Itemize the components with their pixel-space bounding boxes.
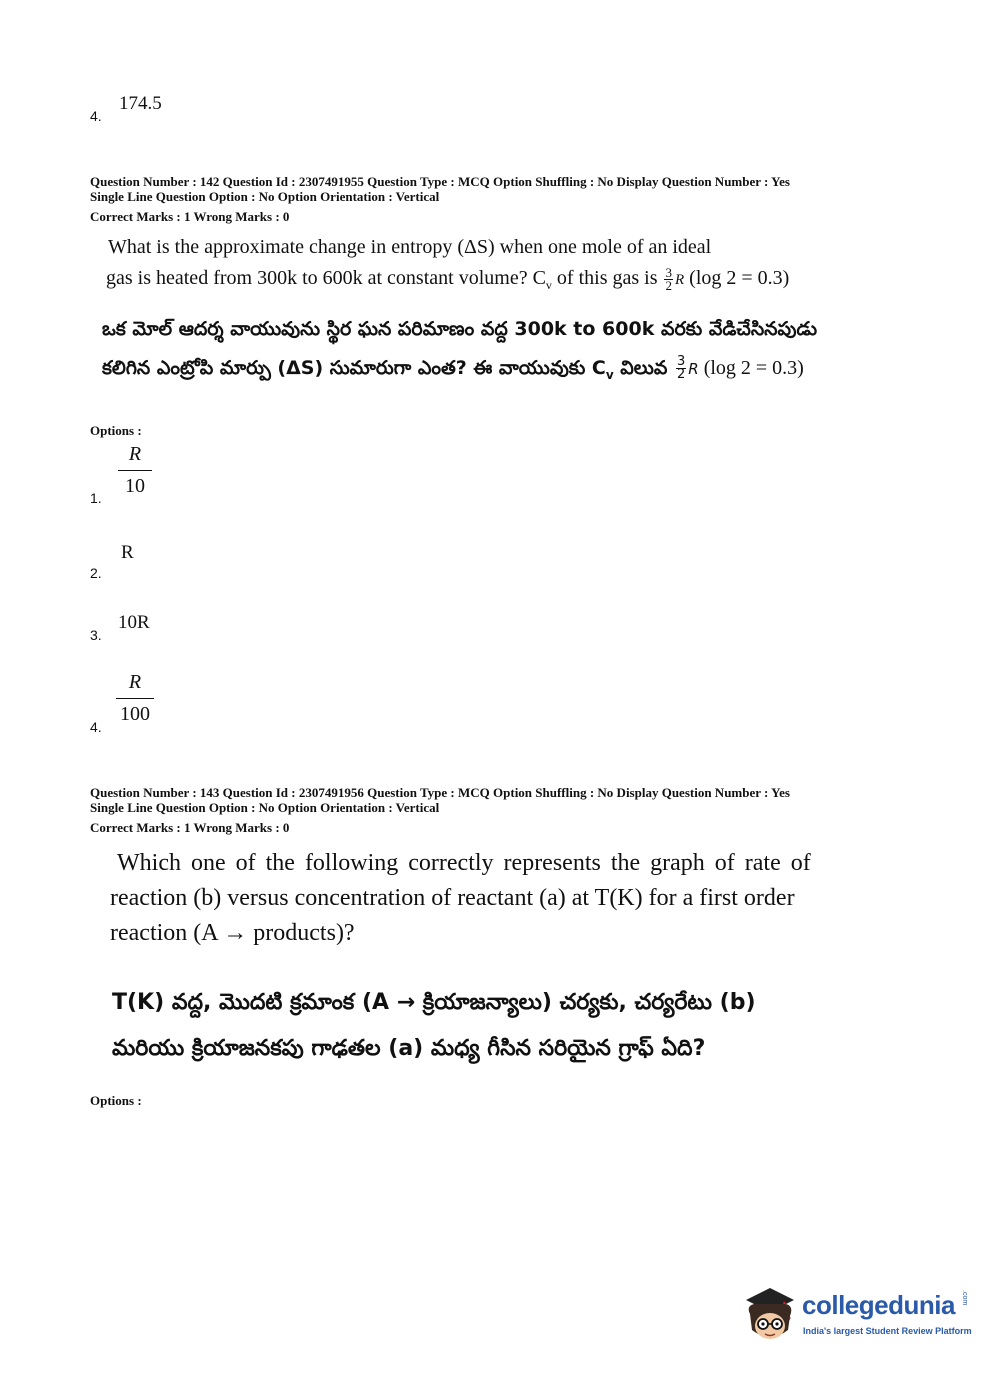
q143-english-line1: Which one of the following correctly represents the graph of rate of	[117, 850, 811, 876]
logo-suffix: .com	[961, 1290, 968, 1306]
q142-options-label: Options :	[90, 423, 142, 438]
q143-english-line2: reaction (b) versus concentration of reactant (a) at T(K) for a first order	[110, 885, 795, 911]
q142-option-4-number: 4.	[90, 719, 102, 735]
q143-meta-line1: Question Number : 143 Question Id : 2307491956 Question Type : MCQ Option Shuffling : No Display Question Number : Yes	[90, 785, 790, 800]
prev-option-number: 4.	[90, 108, 102, 124]
q142-option-1-value: R 10	[118, 443, 152, 498]
q142-telugu-line2: కలిగిన ఎంట్రోపి మార్పు (ΔS) సుమారుగా ఎంత? ఈ వాయువుకు $C_v$ విలువ $\frac{3}{2}$ R (log 2 = 0.3)	[102, 354, 804, 382]
q143-meta-line3: Correct Marks : 1 Wrong Marks : 0	[90, 820, 290, 835]
q142-option-3-number: 3.	[90, 627, 102, 643]
q142-meta-line1: Question Number : 142 Question Id : 2307491955 Question Type : MCQ Option Shuffling : No Display Question Number : Yes	[90, 174, 790, 189]
q142-option-4-value: R 100	[116, 671, 154, 726]
q142-meta-line2: Single Line Question Option : No Option Orientation : Vertical	[90, 189, 440, 204]
logo-tagline: India's largest Student Review Platform	[803, 1326, 972, 1336]
q142-option-2-number: 2.	[90, 565, 102, 581]
prev-option-value: 174.5	[119, 93, 162, 114]
q143-meta-line2: Single Line Question Option : No Option Orientation : Vertical	[90, 800, 440, 815]
mascot-icon	[740, 1284, 798, 1346]
q142-telugu-line1: ఒక మోల్ ఆదర్శ వాయువును స్థిర ఘన పరిమాణం వద్ద 300k to 600k వరకు వేడిచేసినపుడు	[102, 318, 818, 340]
q142-english-line1: What is the approximate change in entropy (ΔS) when one mole of an ideal	[108, 236, 712, 258]
q142-telugu-fraction: $\frac{3}{2}$	[676, 354, 686, 382]
logo-brand: collegedunia	[802, 1290, 955, 1320]
q142-option-3-value: 10R	[118, 612, 150, 633]
q142-fraction: $\frac{3}{2}$	[665, 265, 672, 293]
q143-english-line3: reaction (A → products)?	[110, 920, 355, 946]
q142-option-1-number: 1.	[90, 490, 102, 506]
q142-english-line2: gas is heated from 300k to 600k at constant volume? $C_v$ of this gas is $\frac{3}{2}$ R (log 2 = 0.3)	[106, 265, 790, 293]
collegedunia-logo	[740, 1282, 980, 1352]
q143-options-label: Options :	[90, 1093, 142, 1108]
q142-meta-line3: Correct Marks : 1 Wrong Marks : 0	[90, 209, 290, 224]
q143-telugu-line2: మరియు క్రియాజనకపు గాఢతల (a) మధ్య గీసిన సరియైన గ్రాఫ్ ఏది?	[112, 1036, 706, 1061]
q142-option-2-value: R	[121, 542, 134, 563]
q143-telugu-line1: T(K) వద్ద, మొదటి క్రమాంక (A → క్రియాజన్యాలు) చర్యకు, చర్యరేటు (b)	[112, 990, 756, 1015]
